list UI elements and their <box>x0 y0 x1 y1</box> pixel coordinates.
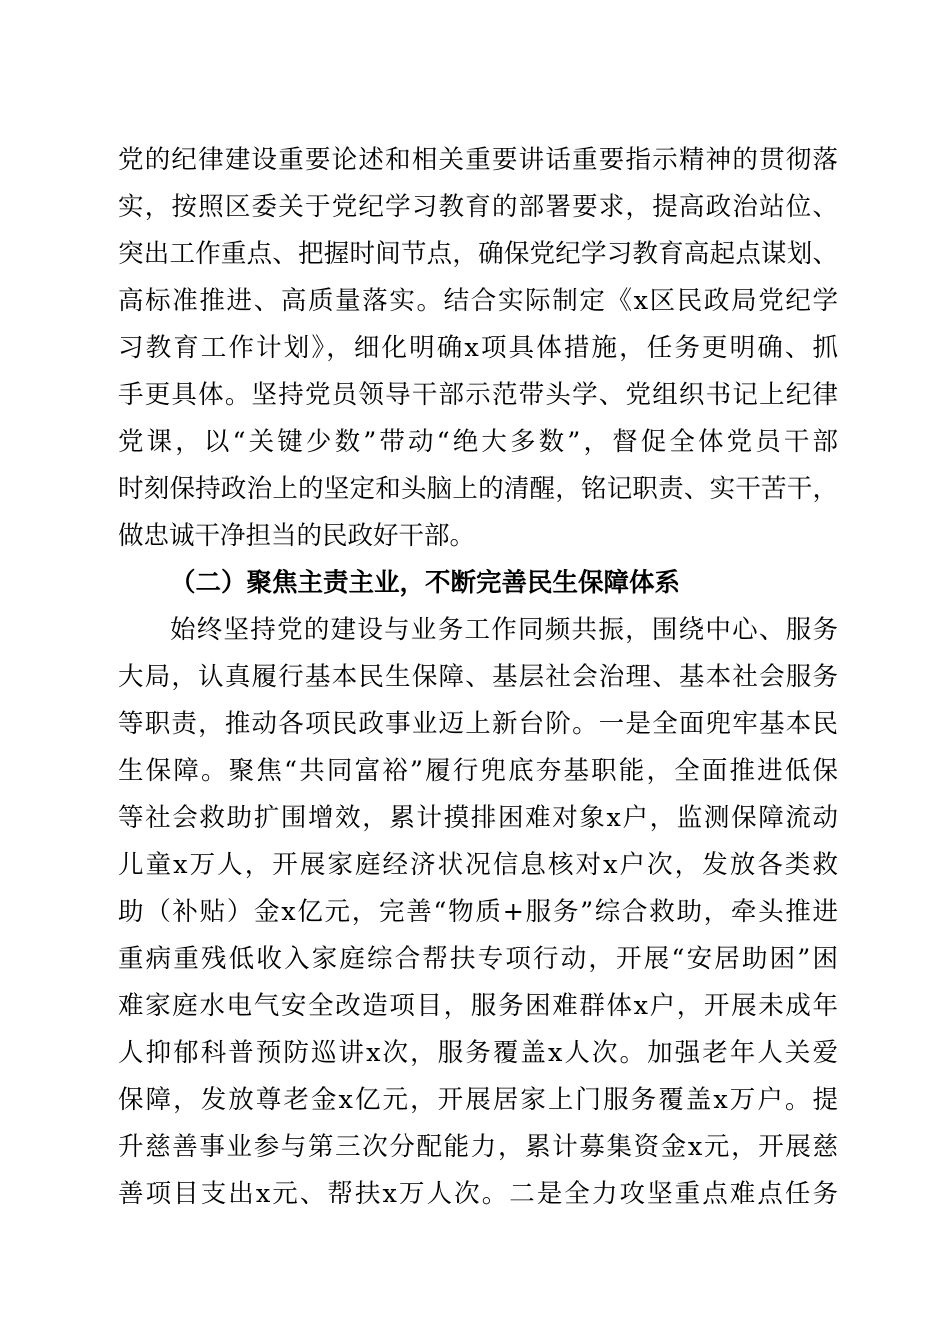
paragraph-line: 时刻保持政治上的坚定和头脑上的清醒，铭记职责、实干苦干， <box>118 474 838 504</box>
paragraph-line: 突出工作重点、把握时间节点，确保党纪学习教育高起点谋划、 <box>118 239 838 269</box>
paragraph-line: 手更具体。坚持党员领导干部示范带头学、党组织书记上纪律 <box>118 380 838 410</box>
paragraph-line: 等职责，推动各项民政事业迈上新台阶。一是全面兜牢基本民 <box>118 709 838 739</box>
paragraph-line: 重病重残低收入家庭综合帮扶专项行动，开展“安居助困”困 <box>118 944 838 974</box>
section-heading: （二）聚焦主责主业，不断完善民生保障体系 <box>170 568 681 598</box>
paragraph-line: 等社会救助扩围增效，累计摸排困难对象x户，监测保障流动 <box>118 803 838 833</box>
paragraph-line: 善项目支出x元、帮扶x万人次。二是全力攻坚重点难点任务 <box>118 1179 838 1209</box>
paragraph-line: 人抑郁科普预防巡讲x次，服务覆盖x人次。加强老年人关爱 <box>118 1038 838 1068</box>
paragraph-line: 助（补贴）金x亿元，完善“物质+服务”综合救助，牵头推进 <box>118 897 838 927</box>
paragraph-line: 做忠诚干净担当的民政好干部。 <box>118 521 476 551</box>
paragraph-line: 升慈善事业参与第三次分配能力，累计募集资金x元，开展慈 <box>118 1132 838 1162</box>
paragraph-line: 党的纪律建设重要论述和相关重要讲话重要指示精神的贯彻落 <box>118 145 838 175</box>
paragraph-line: 始终坚持党的建设与业务工作同频共振，围绕中心、服务 <box>170 615 838 645</box>
paragraph-line: 实，按照区委关于党纪学习教育的部署要求，提高政治站位、 <box>118 192 838 222</box>
paragraph-line: 保障，发放尊老金x亿元，开展居家上门服务覆盖x万户。提 <box>118 1085 838 1115</box>
paragraph-line: 党课，以“关键少数”带动“绝大多数”，督促全体党员干部 <box>118 427 838 457</box>
paragraph-line: 难家庭水电气安全改造项目，服务困难群体x户，开展未成年 <box>118 991 838 1021</box>
paragraph-line: 生保障。聚焦“共同富裕”履行兜底夯基职能，全面推进低保 <box>118 756 838 786</box>
paragraph-line: 儿童x万人，开展家庭经济状况信息核对x户次，发放各类救 <box>118 850 838 880</box>
paragraph-line: 习教育工作计划》，细化明确x项具体措施，任务更明确、抓 <box>118 333 838 363</box>
paragraph-line: 高标准推进、高质量落实。结合实际制定《x区民政局党纪学 <box>118 286 838 316</box>
paragraph-line: 大局，认真履行基本民生保障、基层社会治理、基本社会服务 <box>118 662 838 692</box>
